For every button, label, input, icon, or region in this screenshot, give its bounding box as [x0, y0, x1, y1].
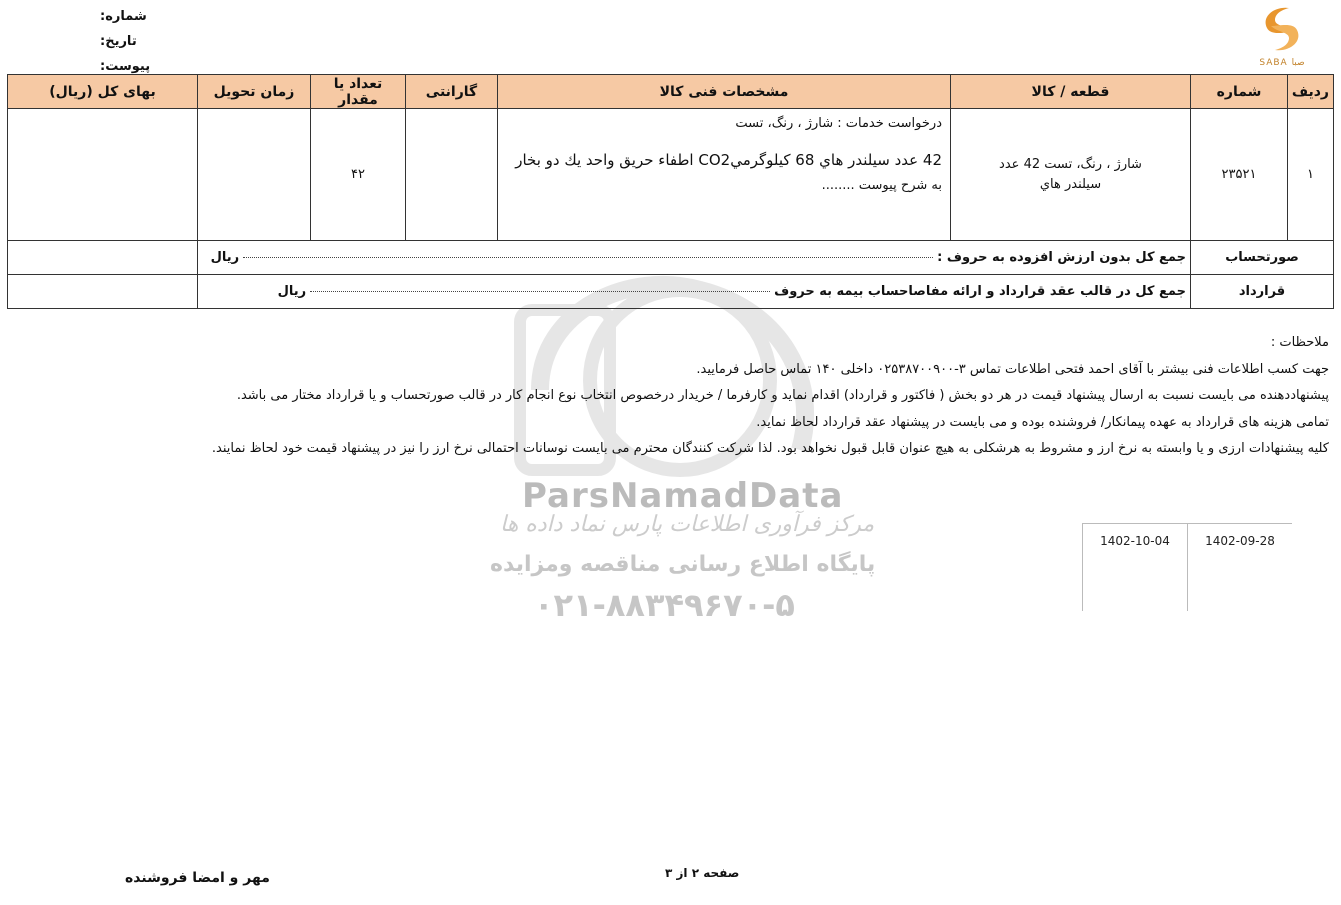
- table-row: [8, 109, 1334, 241]
- invoice-text-cell: [198, 241, 1191, 275]
- col-header-number: شماره: [1191, 75, 1288, 109]
- row-number: ۲۳۵۲۱: [1191, 109, 1288, 241]
- notes-section: [9, 330, 1329, 463]
- contract-dotted-line: [310, 291, 770, 292]
- note-line-3: تمامی هزینه های قرارداد به عهده پیمانکار/ فروشنده بوده و می بایست در پیشنهاد عقد قرارداد لحاظ نماید.: [756, 414, 1329, 430]
- row-index: ۱: [1288, 109, 1334, 241]
- contract-text: جمع کل در قالب عقد قرارداد و ارائه مفاصاحساب بیمه به حروف: [774, 284, 1186, 299]
- saba-logo: [1245, 2, 1319, 68]
- col-header-item: قطعه / کالا: [951, 75, 1191, 109]
- row-quantity: ۴۲: [311, 109, 406, 241]
- row-warranty: [406, 109, 498, 241]
- row-spec-line-2: 42 عدد سیلندر هاي 68 كيلوگرميCO2 اطفاء حريق واحد يك دو بخار: [515, 151, 942, 169]
- items-table: [7, 74, 1334, 309]
- row-item-line-2: سیلندر هاي: [1039, 176, 1102, 192]
- note-line-4: کلیه پیشنهادات ارزی و یا وابسته به نرخ ارز و مشروط به هرشکلی به هیچ عنوان قابل قبول نخواهد بود. لذا شرکت کنندگان محترم می بایست نوسانات احتمالی نرخ ارز را نیز در پیشنهاد قیمت خود لحاظ نمایند.: [211, 441, 1329, 456]
- date-label: تاریخ:: [100, 34, 137, 49]
- row-spec: [498, 109, 951, 241]
- invoice-dotted-line: [243, 257, 933, 258]
- note-line-2: پیشنهاددهنده می بایست نسبت به ارسال پیشنهاد قیمت در هر دو بخش ( فاکتور و قرارداد) اقدام نماید و کارفرما / خریدار درخصوص انتخاب نوع انجام کار در قالب صورتحساب و یا قرارداد مختار می باشد.: [236, 388, 1329, 403]
- watermark-phone: ۰۲۱-۸۸۳۴۹۶۷۰-۵: [534, 586, 795, 624]
- seller-signature-label: مهر و امضا فروشنده: [125, 870, 270, 886]
- saba-logo-icon: [1245, 2, 1319, 56]
- contract-amount: [8, 275, 198, 309]
- row-spec-line-3: به شرح پیوست ........: [821, 178, 942, 193]
- contract-text-cell: [198, 275, 1191, 309]
- start-date: 1402-09-28: [1188, 524, 1293, 612]
- col-header-spec: مشخصات فنی کالا: [498, 75, 951, 109]
- invoice-label: صورتحساب: [1191, 241, 1334, 275]
- notes-title: ملاحظات :: [1270, 335, 1329, 350]
- col-header-quantity: تعداد یا مقدار: [311, 75, 406, 109]
- invoice-amount: [8, 241, 198, 275]
- col-header-warranty: گارانتی: [406, 75, 498, 109]
- end-date: 1402-10-04: [1083, 524, 1188, 612]
- logo-text: SABA صبا: [1259, 58, 1305, 68]
- col-header-delivery: زمان تحویل: [198, 75, 311, 109]
- invoice-unit: ریال: [210, 250, 240, 265]
- watermark-brand: ParsNamadData: [522, 476, 844, 516]
- contract-label: قرارداد: [1191, 275, 1334, 309]
- invoice-row: [8, 241, 1334, 275]
- row-delivery: [198, 109, 311, 241]
- dates-box: [1082, 523, 1292, 611]
- row-total: [8, 109, 198, 241]
- number-label: شماره:: [100, 9, 147, 24]
- col-header-total: بهای کل (ریال): [8, 75, 198, 109]
- note-line-1: جهت کسب اطلاعات فنی بیشتر با آقای احمد فتحی اطلاعات تماس ۳-۰۲۵۳۸۷۰۰۹۰۰ داخلی ۱۴۰ تماس حاصل فرمایید.: [696, 361, 1329, 377]
- row-item: [951, 109, 1191, 241]
- page-number: صفحه ۲ از ۳: [665, 866, 740, 880]
- row-spec-line-1: درخواست خدمات : شارژ ، رنگ، تست: [735, 116, 942, 131]
- col-header-index: ردیف: [1288, 75, 1334, 109]
- attachment-label: پیوست:: [100, 59, 151, 74]
- row-item-line-1: شارژ ، رنگ، تست 42 عدد: [999, 156, 1142, 172]
- contract-unit: ریال: [277, 284, 307, 299]
- watermark-line-3: پایگاه اطلاع رسانی مناقصه ومزایده: [490, 552, 876, 577]
- invoice-text: جمع کل بدون ارزش افزوده به حروف :: [937, 250, 1186, 265]
- watermark-line-2: مرکز فرآوری اطلاعات پارس نماد داده ها: [500, 512, 875, 537]
- document-header-fields: [100, 4, 150, 79]
- contract-row: [8, 275, 1334, 309]
- table-header-row: [8, 75, 1334, 109]
